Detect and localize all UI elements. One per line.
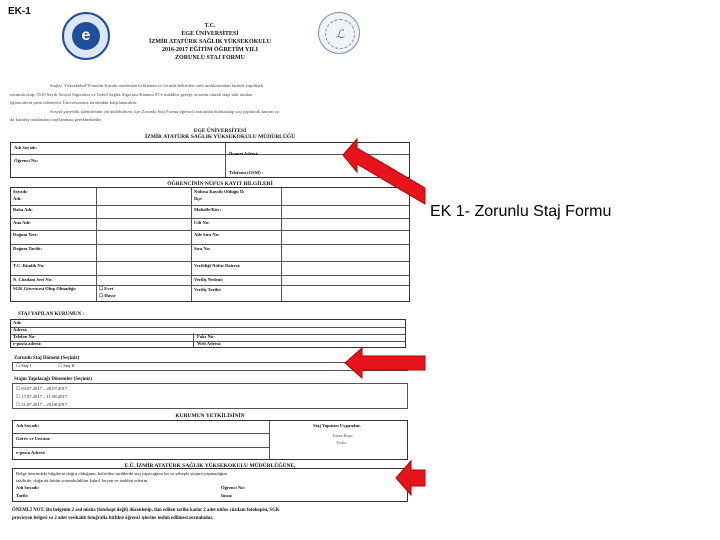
intro-line: Stajlar, Yüksekokul Yönetim Kurulu tarafından belirlenen ve formda belirtilen tarih aralıklarından birinde yapılmak [50,83,263,88]
table-cell: T.C. Kimlik No: [13,263,45,268]
header-line: T.C. [204,23,216,29]
dates-title: Stajın Yapılacağı Dönemler (Seçiniz) [14,377,92,382]
sgk-yes-checkbox[interactable]: ☐ Evet [99,286,114,291]
intro-line: da kuruluş tarafından onaylanması gerekmektedir. [10,117,102,122]
authority-title: KURUMUN YETKİLİSİNİN [175,413,245,419]
authority-role-label: Görev ve Unvanı: [16,436,51,441]
table-cell: Veriliş Nedeni: [194,277,224,282]
student-header-line: İZMİR ATATÜRK SAĞLIK YÜKSEKOKULU MÜDÜRLÜĞÜ [144,134,296,140]
table-cell: Cilt No: [194,220,210,225]
student-number-label: Öğrenci No: [14,158,39,163]
student-header-line: EGE ÜNİVERSİTESİ [193,128,247,134]
approval-text: Staj Yapması Uygundur. [313,423,361,428]
authority-date-label: Tarih: [336,440,347,445]
table-cell: Adı: [13,320,22,325]
student-name-label: Adı Soyadı: [14,145,38,150]
school-date-label: Tarih: [16,493,29,498]
authority-name-label: Adı Soyadı: [16,423,40,428]
staj-1-checkbox[interactable]: ☐ Staj I [16,363,32,368]
header-line: İZMİR ATATÜRK SAĞLIK YÜKSEKOKULU [149,39,271,45]
header-line: ZORUNLU STAJ FORMU [175,55,245,61]
school-signature-label: İmza: [221,493,233,498]
phone-label: Telefonu (GSM) : [229,170,264,175]
staj-2-checkbox[interactable]: ☐ Staj II [58,363,75,368]
signature-stamp-label: İmza/Kaşe [333,433,353,438]
intro-line: Sosyal güvenlik işlemlerinin yürütülebilmesi için Zorunlu Staj Formu öğrenci tarafından doldurulup staj yapılacak kurum ya [50,108,280,114]
id-section-title: ÖĞRENCİNİN NÜFUS KAYIT BİLGİLERİ [167,181,273,187]
school-title: E.Ü. İZMİR ATATÜRK SAĞLIK YÜKSEKOKULU MÜDÜRLÜĞÜNE, [124,463,296,469]
declaration-line: Belge üzerindeki bilgilerin doğru olduğunu, belirtilen tarihlerde staj yapacağımı bu ve sebeple stajımı yapmadığım [16,471,227,476]
date-option-2-checkbox[interactable]: ☐ 17.07.2017 – 11.08.2017 [16,394,68,399]
table-cell: Doğum Yeri: [13,232,38,237]
table-cell: Verildiği Nüfus Dairesi: [194,263,241,268]
table-cell: N. Cüzdanı Seri No: [13,277,53,282]
intro-line: öğrencilerin prim ödemeleri Üniversitemiz tarafından karşılanacaktır. [10,100,138,105]
table-cell: e-posta adresi: [13,341,42,346]
table-cell: Faks No: [197,334,215,339]
table-cell: Web Adresi: [197,341,222,346]
school-name-label: Adı Soyadı: [16,485,40,490]
table-cell: Telefon No: [13,334,36,339]
period-title: Zorunlu Staj Dönemi (Seçiniz) [14,356,80,361]
red-arrow-icon [345,348,425,378]
intro-line: zorunda olup, 5510 Sayılı Sosyal Sigortalar ve Genel Sağlık Sigortası Kanunu 87/e maddesi gereği, zorunlu olarak staja tabi tutulan [10,91,253,97]
table-cell: Sıra No: [194,246,211,251]
table-cell: Soyadı: Adı: [13,189,28,201]
logo-glyph: e [72,22,100,50]
table-cell: Aile Sıra No: [194,232,220,237]
table-cell: Veriliş Tarihi: [194,287,222,292]
red-arrow-icon [396,461,425,495]
table-cell: Adresi: [13,327,28,332]
table-cell: Mahalle/Köy: [194,207,222,212]
address-label: İkamet Adresi: [229,151,259,156]
slide-caption: EK 1- Zorunlu Staj Formu [430,203,612,220]
sgk-no-checkbox[interactable]: ☐ Hayır [99,293,116,298]
red-arrow-icon [343,139,425,204]
table-cell: Ana Adı: [13,220,31,225]
date-option-1-checkbox[interactable]: ☐ 03.07.2017 – 28.07.2017 [16,386,68,391]
table-cell: Baba Adı: [13,207,33,212]
authority-email-label: e-posta Adresi: [16,450,46,455]
header-line: 2016-2017 EĞİTİM ÖĞRETİM YILI [162,47,258,53]
note-line: ÖNEMLİ NOT: Bu belgenin 2 asıl nüsha (fotokopi değil) düzenlenip, ilan edilen tarihe kadar 2 adet nüfus cüzdanı fotokopisi, SGK [12,508,280,513]
date-option-3-checkbox[interactable]: ☐ 31.07.2017 – 25.08.2017 [16,402,68,407]
seal-glyph: ℒ [325,19,355,49]
header-line: EGE ÜNİVERSİTESİ [181,31,239,37]
doc-tag: EK-1 [8,6,31,17]
table-cell: Doğum Tarihi: [13,246,42,251]
table-cell: Nüfusa Kayıtlı Olduğu İl: İlçe: [194,189,245,201]
table-cell: SGK Güvencesi Olup Olmadığı: [13,286,77,291]
note-line: provizyon belgesi ve 2 adet vesikalık fotoğrafla birlikte öğrenci işlerine teslim edilmesi zorunludur. [12,516,214,521]
company-section-title: STAJ YAPILAN KURUMUN : [18,312,85,317]
declaration-line: takdirde, doğacak bütün sorumlulukları kabul, beyan ve taahhüt ederim. [16,478,149,483]
school-number-label: Öğrenci No: [221,485,246,490]
